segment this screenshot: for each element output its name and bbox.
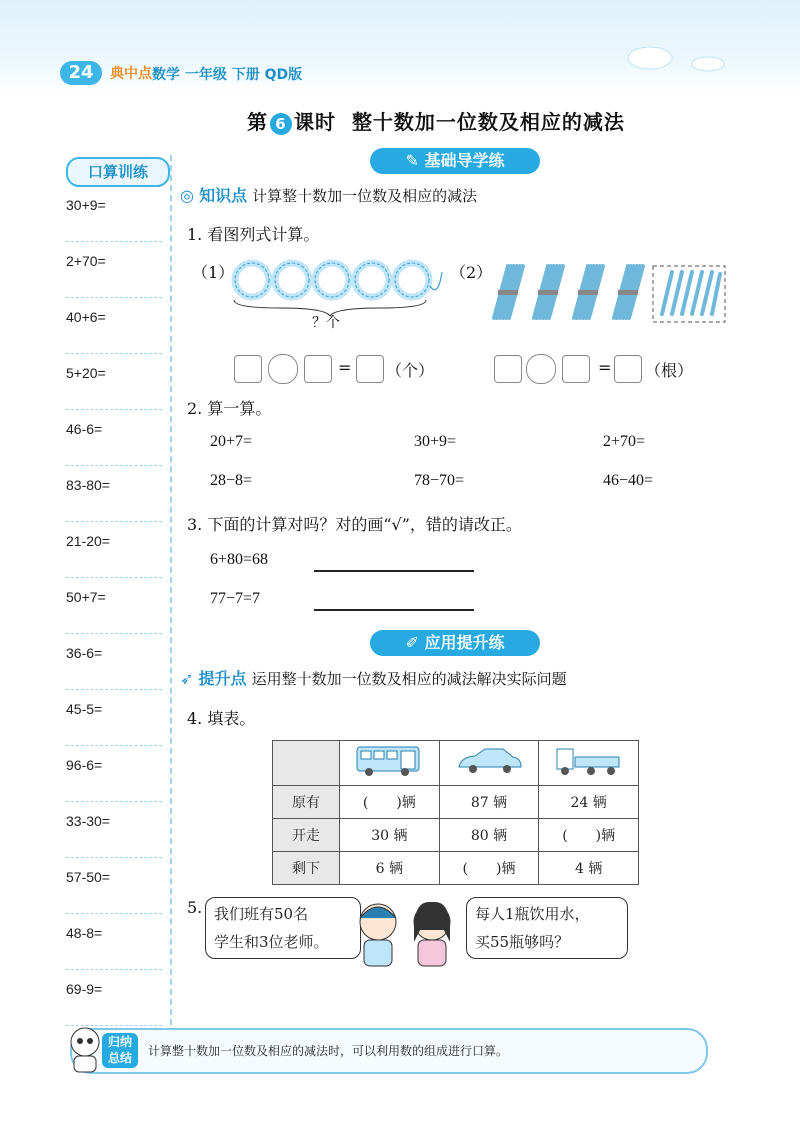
calc-item: 78−70= [414,472,465,489]
page-number: 24 [60,61,102,85]
improvement-point-label: 提升点 [198,669,247,688]
mental-math-expression: 2+70= [66,253,106,269]
calc-item: 30+9= [414,433,457,450]
rocket-icon: ➶ [180,669,194,688]
check-item: 6+80=68 [210,551,269,568]
question-2: 2. 算一算。 [187,399,272,418]
bus-cell [340,741,440,786]
truck-icon [551,743,627,779]
unit-label: （根） [645,361,694,380]
q1-part1-label: （1） [192,263,235,282]
knowledge-point-label: 知识点 [199,186,248,205]
bubble-line: 买55瓶够吗？ [475,933,570,951]
mental-math-item [66,297,162,354]
mental-math-expression: 83-80= [66,477,110,493]
table-cell: 6 辆 [340,852,440,885]
calc-item: 2+70= [603,433,646,450]
answer-box[interactable] [494,355,522,383]
mental-math-expression: 69-9= [66,981,103,997]
improvement-point-text: 运用整十数加一位数及相应的减法解决实际问题 [251,670,567,688]
page-title [247,106,625,135]
mental-math-expression: 21-20= [66,533,110,549]
answer-line[interactable] [314,570,474,572]
check-item: 77−7=7 [210,590,261,607]
summary-tag [102,1033,138,1068]
bundle-tie [578,290,598,295]
mental-math-item [66,241,162,298]
mental-math-item [66,521,162,578]
cloud-icon [620,38,740,78]
mental-math-expression: 46-6= [66,421,103,437]
knowledge-point [180,183,477,206]
row-label: 剩下 [273,852,340,885]
calc-item: 46−40= [603,472,654,489]
summary-text: 计算整十数加一位数及相应的减法时，可以利用数的组成进行口算。 [148,1044,509,1058]
mental-math-item [66,185,162,242]
bundle-tie [618,290,638,295]
book-subtitle: 数学 一年级 下册 QD版 [152,67,303,83]
equals-sign: = [598,358,612,377]
children-illustration [350,890,460,970]
bundle-tie [538,290,558,295]
sidebar-heading: 口算训练 [66,157,170,187]
mental-math-expression: 48-8= [66,925,103,941]
table-cell: 4 辆 [539,852,639,885]
q1-brace-label: ？个 [312,315,340,331]
question-5-number: 5. [187,898,203,917]
equals-sign: = [338,358,352,377]
mental-math-expression: 40+6= [66,309,106,325]
lesson-suffix: 课时 [294,110,336,134]
mental-math-item [66,969,162,1026]
lesson-title: 整十数加一位数及相应的减法 [351,110,625,134]
table-cell: 87 辆 [439,786,539,819]
bus-icon [351,743,427,779]
table-cell[interactable]: ( )辆 [439,852,539,885]
table-cell: 24 辆 [539,786,639,819]
section-badge-advanced-label: 应用提升练 [424,633,505,652]
lesson-number: 6 [270,113,292,135]
question-3: 3. 下面的计算对吗？对的画“√”，错的请改正。 [187,515,522,534]
calc-item: 20+7= [210,433,253,450]
speech-bubble-girl [466,897,628,959]
section-badge-advanced [370,630,540,656]
table-cell[interactable]: ( )辆 [539,819,639,852]
stick-bundles-illustration [490,262,730,326]
mental-math-item [66,913,162,970]
summary-tag-line: 总结 [107,1051,132,1065]
mental-math-expression: 30+9= [66,197,106,213]
brand-logo: 典中点 [110,66,152,82]
improvement-point [180,666,567,689]
bubble-line: 我们班有50名 [214,905,309,923]
mental-math-item [66,409,162,466]
mental-math-item [66,801,162,858]
table-cell: 80 辆 [439,819,539,852]
mental-math-expression: 5+20= [66,365,106,381]
table-cell[interactable]: ( )辆 [340,786,440,819]
target-icon: ◎ [180,186,194,205]
section-badge-basic-label: 基础导学练 [424,151,505,170]
table-corner [273,741,340,786]
mental-math-expression: 96-6= [66,757,103,773]
table-cell: 30 辆 [340,819,440,852]
answer-box[interactable] [304,355,332,383]
mascot-icon [66,1024,104,1074]
mental-math-item [66,857,162,914]
operator-circle[interactable] [268,354,298,384]
compass-icon: ✎ [405,151,425,170]
car-icon [451,743,527,779]
mental-math-expression: 50+7= [66,589,106,605]
section-badge-basic [370,148,540,174]
question-4: 4. 填表。 [187,709,256,728]
row-label: 开走 [273,819,340,852]
operator-circle[interactable] [526,354,556,384]
answer-line[interactable] [314,609,474,611]
summary-tag-line: 归纳 [107,1035,132,1049]
answer-box[interactable] [234,355,262,383]
unit-label: （个） [386,361,435,380]
mental-math-item [66,745,162,802]
q1-part2-label: （2） [450,263,493,282]
mental-math-expression: 33-30= [66,813,110,829]
speech-bubble-boy [205,897,361,959]
truck-cell [539,741,639,786]
answer-box[interactable] [614,355,642,383]
calc-item: 28−8= [210,472,253,489]
answer-box[interactable] [356,355,384,383]
bubble-line: 每人1瓶饮用水， [475,905,590,923]
mental-math-expression: 45-5= [66,701,103,717]
mental-math-item [66,633,162,690]
car-cell [439,741,539,786]
question-1: 1. 看图列式计算。 [187,225,320,244]
mental-math-item [66,465,162,522]
mental-math-expression: 57-50= [66,869,110,885]
lesson-prefix: 第 [247,110,268,134]
bundle-tie [498,290,518,295]
mental-math-item [66,353,162,410]
mental-math-item [66,689,162,746]
row-label: 原有 [273,786,340,819]
bubble-line: 学生和3位老师。 [214,933,329,951]
mental-math-expression: 36-6= [66,645,103,661]
knowledge-point-text: 计算整十数加一位数及相应的减法 [252,187,478,205]
mental-math-item [66,577,162,634]
ruler-icon: ✐ [405,633,425,652]
answer-box[interactable] [562,355,590,383]
vehicle-table [272,740,639,885]
